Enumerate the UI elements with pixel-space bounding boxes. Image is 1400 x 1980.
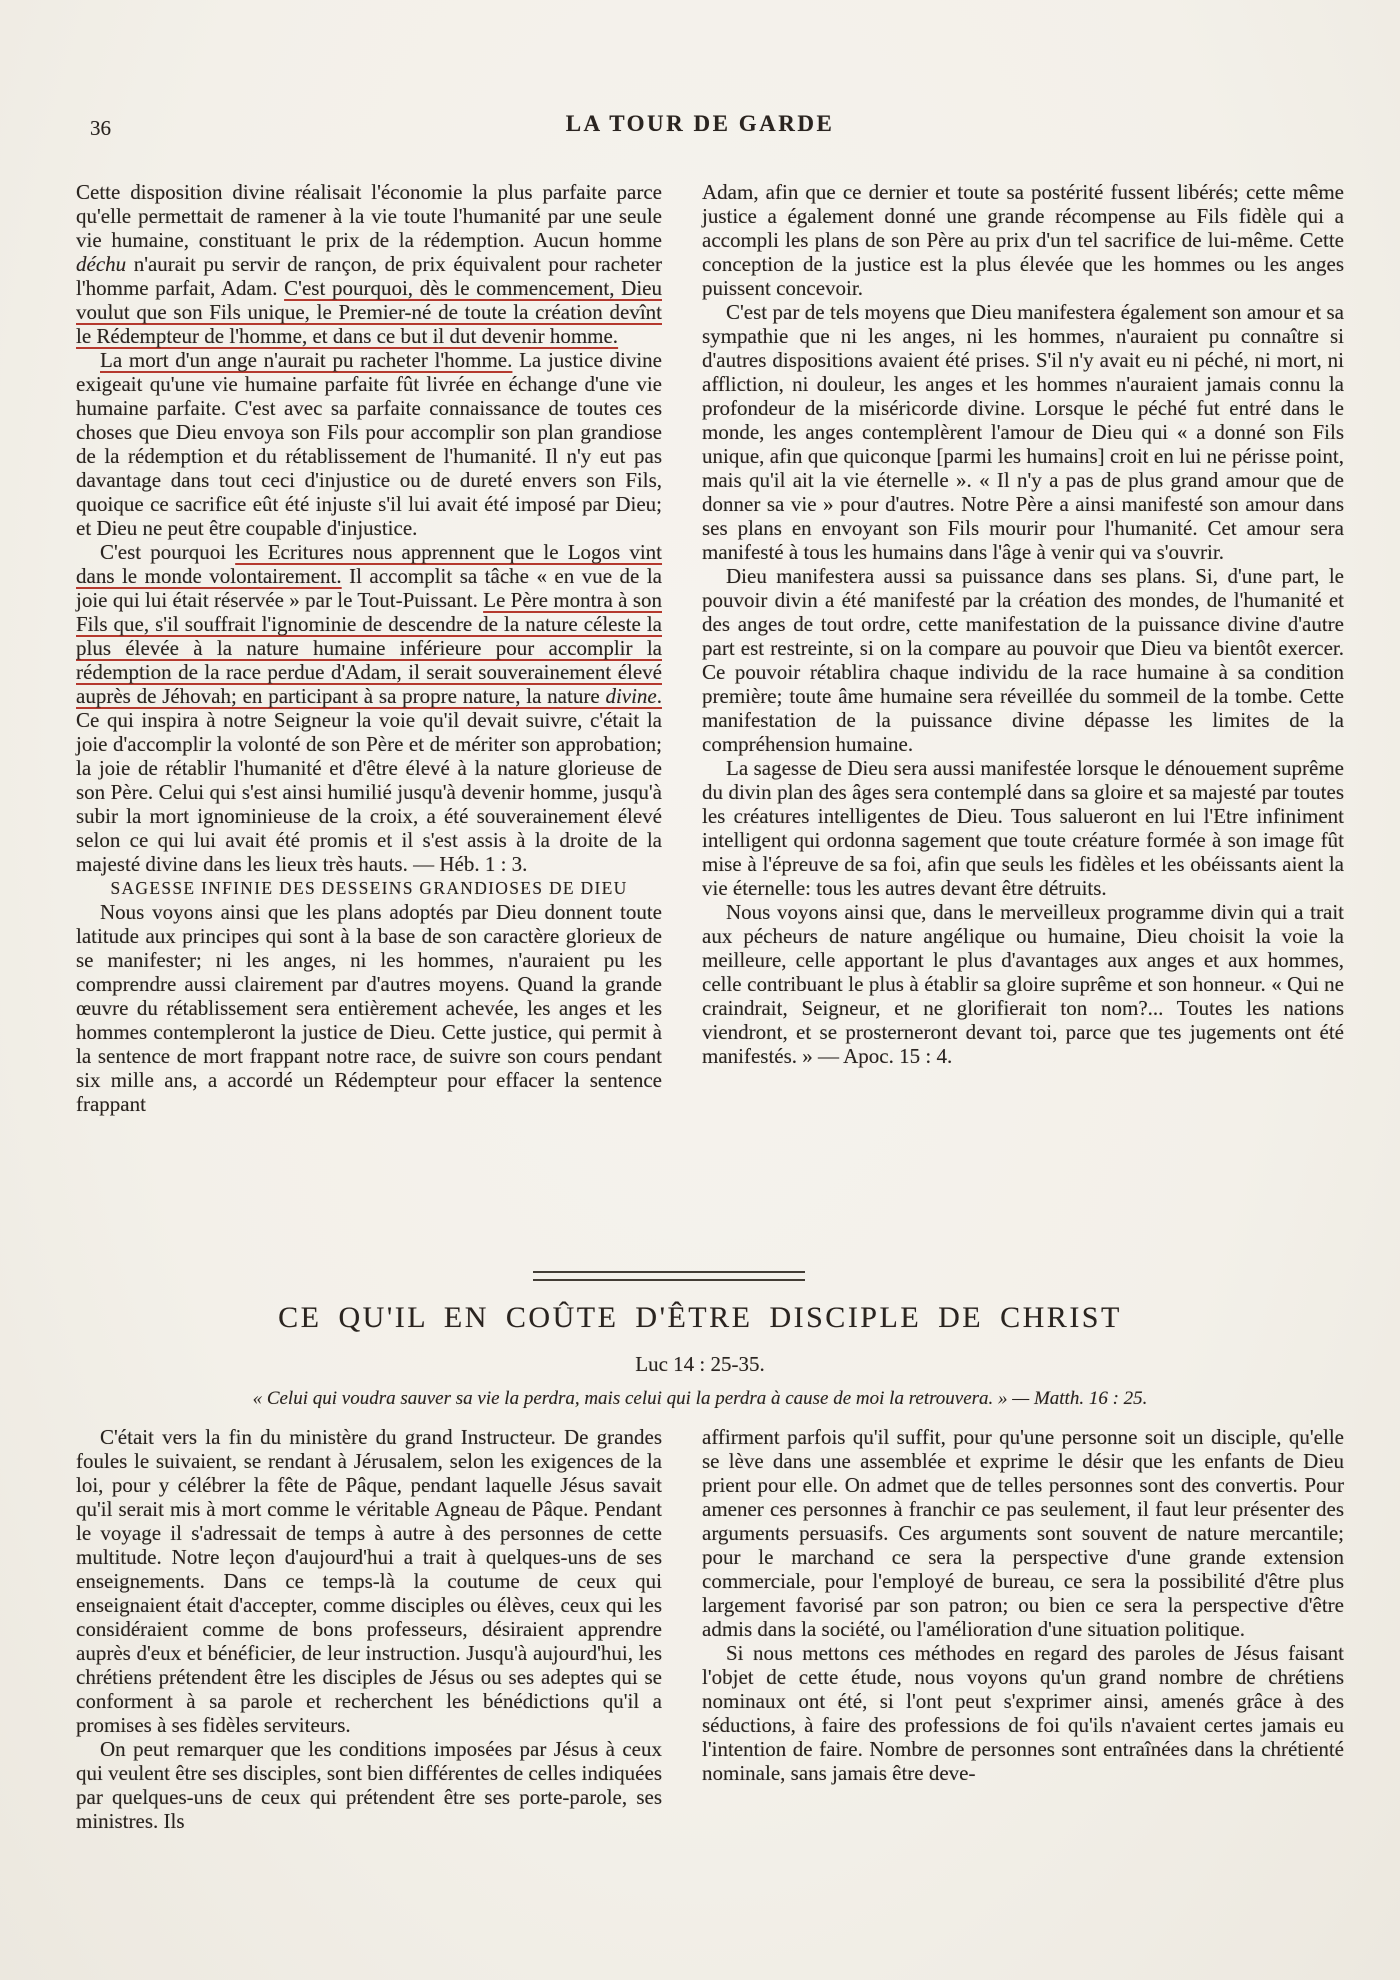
- paragraph: Adam, afin que ce dernier et toute sa postérité fussent libérés; cette même justice a également donné une grande récompense au Fils fidèle qui a accompli les plans de son Père au prix d'un tel sacrifice de lui-même. Cette conception de la justice est la plus élevée que les hommes ou les anges puissent concevoir.: [702, 180, 1344, 300]
- article1-right-column: [702, 180, 1344, 1116]
- article2-title: CE QU'IL EN COÛTE D'ÊTRE DISCIPLE DE CHRIST: [278, 1301, 1122, 1334]
- paragraph: affirment parfois qu'il suffit, pour qu'une personne soit un disciple, qu'elle se lève dans une assemblée et exprime le désir que les enfants de Dieu prient pour elle. On admet que de telles personnes sont des convertis. Pour amener ces personnes à franchir ce pas seulement, il faut leur présenter des arguments persuasifs. Ces arguments sont souvent de nature mercantile; pour le marchand ce sera la perspective d'une grande extension commerciale, pour l'employé de bureau, ce sera la possibilité d'être plus largement favorisé par son patron; ou bien ce sera la perspective d'être admis dans la société, ou l'amélioration d'une situation politique.: [702, 1425, 1344, 1641]
- underlined-text: C'est pourquoi, dès le commencement, Dieu voulut que son Fils unique, le Premier-né de toute la création devînt le Rédempteur de l'homme, et dans ce but il dut devenir homme.: [76, 276, 662, 348]
- article1-columns: [76, 180, 1344, 1116]
- paragraph: C'était vers la fin du ministère du grand Instructeur. De grandes foules le suivaient, se rendant à Jérusalem, selon les exigences de la loi, pour y célébrer la fête de Pâque, pendant laquelle Jésus savait qu'il serait mis à mort comme le véritable Agneau de Pâque. Pendant le voyage il s'adressait de temps à autre à des personnes de cette multitude. Notre leçon d'aujourd'hui a trait à quelques-uns de ses enseignements. Dans ce temps-là la coutume de ceux qui enseignaient était d'accepter, comme disciples ou élèves, ceux qui les considéraient comme de bons professeurs, désiraient apprendre auprès d'eux et bénéficier, de leur instruction. Jusqu'à aujourd'hui, les chrétiens prétendent être les disciples de Jésus ou ses adeptes qui se conforment à sa parole et recherchent les bénédictions qu'il a promises à ses fidèles serviteurs.: [76, 1425, 662, 1737]
- article1-left-paragraphs-after-heading: [76, 900, 662, 1116]
- article2-columns: [76, 1425, 1344, 1833]
- article2-epigraph: « Celui qui voudra sauver sa vie la perdra, mais celui qui la perdra à cause de moi la retrouvera. » — Matth. 16 : 25.: [252, 1388, 1148, 1409]
- paragraph: On peut remarquer que les conditions imposées par Jésus à ceux qui veulent être ses disciples, sont bien différentes de celles indiquées par quelques-uns de ceux qui prétendent être ses porte-parole, ses ministres. Ils: [76, 1737, 662, 1833]
- page-number: 36: [90, 116, 111, 140]
- paragraph: C'est par de tels moyens que Dieu manifestera également son amour et sa sympathie que ni les anges, ni les hommes, n'auraient pu connaître si d'autres dispositions avaient été prises. S'il n'y avait eu ni péché, ni mort, ni affliction, ni douleur, les anges et les hommes n'auraient jamais connu la profondeur de la miséricorde divine. Lorsque le péché fut entré dans le monde, les anges contemplèrent l'amour de Dieu qui « a donné son Fils unique, afin que quiconque [parmi les humains] croit en lui ne périsse point, mais qu'il ait la vie éternelle ». « Il n'y a pas de plus grand amour que de donner sa vie » pour d'autres. Notre Père a ainsi manifesté son amour dans ses plans en envoyant son Fils mourir pour l'humanité. Cet amour sera manifesté à tous les humains dans l'âge à venir qui va s'ouvrir.: [702, 300, 1344, 564]
- underlined-text: divine: [605, 684, 657, 708]
- section-heading: SAGESSE INFINIE DES DESSEINS GRANDIOSES DE DIEU: [110, 878, 628, 898]
- paragraph: Si nous mettons ces méthodes en regard des paroles de Jésus faisant l'objet de cette étude, nous voyons qu'un grand nombre de chrétiens nominaux ont été, si l'ont peut s'exprimer ainsi, amenés grâce à des séductions, à faire des professions de foi qu'ils n'avaient certes jamais eu l'intention de faire. Nombre de personnes sont entraînées dans la chrétienté nominale, sans jamais être deve-: [702, 1641, 1344, 1785]
- underlined-text: .: [656, 684, 662, 708]
- underlined-text: Le Père montra à son Fils que, s'il souffrait l'ignominie de descendre de la nature céleste la plus élevée à la nature humaine inférieure pour accomplir la rédemption de la race perdue d'Adam, il serait souverainement élevé auprès de Jéhovah; en participant à sa propre nature, la nature: [76, 588, 662, 708]
- article1-left-column: [76, 180, 662, 1116]
- paragraph: C'est pourquoi les Ecritures nous apprennent que le Logos vint dans le monde volontairement. Il accomplit sa tâche « en vue de la joie qui lui était réservée » par le Tout-Puissant. Le Père montra à son Fils que, s'il souffrait l'ignominie de descendre de la nature céleste la plus élevée à la nature humaine inférieure pour accomplir la rédemption de la race perdue d'Adam, il serait souverainement élevé auprès de Jéhovah; en participant à sa propre nature, la nature divine. Ce qui inspira à notre Seigneur la voie qu'il devait suivre, c'était la joie d'accomplir la volonté de son Père et de mériter son approbation; la joie de rétablir l'humanité et d'être élevé à la nature glorieuse de son Père. Celui qui s'est ainsi humilié jusqu'à devenir homme, jusqu'à subir la mort ignominieuse de la croix, a été souverainement élevé selon ce qui lui avait été promis et il s'est assis à la droite de la majesté divine dans les lieux très hauts. — Héb. 1 : 3.: [76, 540, 663, 876]
- paragraph: Nous voyons ainsi que les plans adoptés par Dieu donnent toute latitude aux principes qui sont à la base de son caractère glorieux de se manifester; ni les anges, ni les hommes, n'auraient pu les comprendre aussi clairement par d'autres moyens. Quand la grande œuvre du rétablissement sera entièrement achevée, les anges et les hommes contempleront la justice de Dieu. Cette justice, qui permit à la sentence de mort frappant notre race, de suivre son cours pendant six mille ans, a accordé un Rédempteur pour effacer la sentence frappant: [76, 900, 662, 1116]
- article2-right-column: [702, 1425, 1344, 1833]
- paragraph: Dieu manifestera aussi sa puissance dans ses plans. Si, d'une part, le pouvoir divin a été manifesté par la création des mondes, de l'humanité et des anges de tout ordre, cette manifestation de la puissance divine d'autre part est restreinte, si on la compare au pouvoir que Dieu va bientôt exercer. Ce pouvoir rétablira chaque individu de la race humaine à sa condition première; toute âme humaine sera réveillée du sommeil de la tombe. Cette manifestation de la puissance divine dépasse les limites de la compréhension humaine.: [702, 564, 1344, 756]
- underlined-text: les Ecritures nous apprennent que le Logos vint dans le monde volontairement.: [76, 540, 663, 588]
- article2-scripture-reference: Luc 14 : 25-35.: [635, 1352, 765, 1376]
- journal-title: LA TOUR DE GARDE: [565, 111, 835, 136]
- article2-left-column: [76, 1425, 662, 1833]
- article1-left-paragraphs-before-heading: [76, 180, 662, 876]
- paragraph: La sagesse de Dieu sera aussi manifestée lorsque le dénouement suprême du divin plan des âges sera contemplé dans sa gloire et sa majesté par toutes les créatures intelligentes de Dieu. Tous salueront en lui l'Etre infiniment intelligent qui ordonna sagement que toute créature formée à son image fût mise à l'épreuve de sa foi, afin que seuls les fidèles et les obéissants aient la vie éternelle: tous les autres devant être détruits.: [702, 756, 1344, 900]
- paragraph: Nous voyons ainsi que, dans le merveilleux programme divin qui a trait aux pécheurs de nature angélique ou humaine, Dieu choisit la voie la meilleure, celle apportant le plus d'avantages aux anges et aux hommes, celle contribuant le plus à établir sa gloire suprême et son honneur. « Qui ne craindrait, Seigneur, et ne glorifierait ton nom?... Toutes les nations viendront, et se prosterneront devant toi, parce que tes jugements ont été manifestés. » — Apoc. 15 : 4.: [702, 900, 1344, 1068]
- paragraph: La mort d'un ange n'aurait pu racheter l'homme. La justice divine exigeait qu'une vie humaine parfaite fût livrée en échange d'une vie humaine parfaite. C'est avec sa parfaite connaissance de toutes ces choses que Dieu envoya son Fils pour accomplir son plan grandiose de la rédemption et du rétablissement de l'humanité. Il n'y eut pas davantage dans tout ceci d'injustice ou de dureté envers son Fils, quoique ce sacrifice eût été injuste s'il lui avait été imposé par Dieu; et Dieu ne peut être coupable d'injustice.: [76, 348, 662, 540]
- article-divider-double-rule: [533, 1271, 805, 1281]
- underlined-text: La mort d'un ange n'aurait pu racheter l'homme.: [100, 348, 513, 372]
- italic-text: déchu: [76, 252, 127, 276]
- paragraph: Cette disposition divine réalisait l'économie la plus parfaite parce qu'elle permettait de ramener à la vie toute l'humanité par une seule vie humaine, constituant le prix de la rédemption. Aucun homme déchu n'aurait pu servir de rançon, de prix équivalent pour racheter l'homme parfait, Adam. C'est pourquoi, dès le commencement, Dieu voulut que son Fils unique, le Premier-né de toute la création devînt le Rédempteur de l'homme, et dans ce but il dut devenir homme.: [76, 180, 662, 348]
